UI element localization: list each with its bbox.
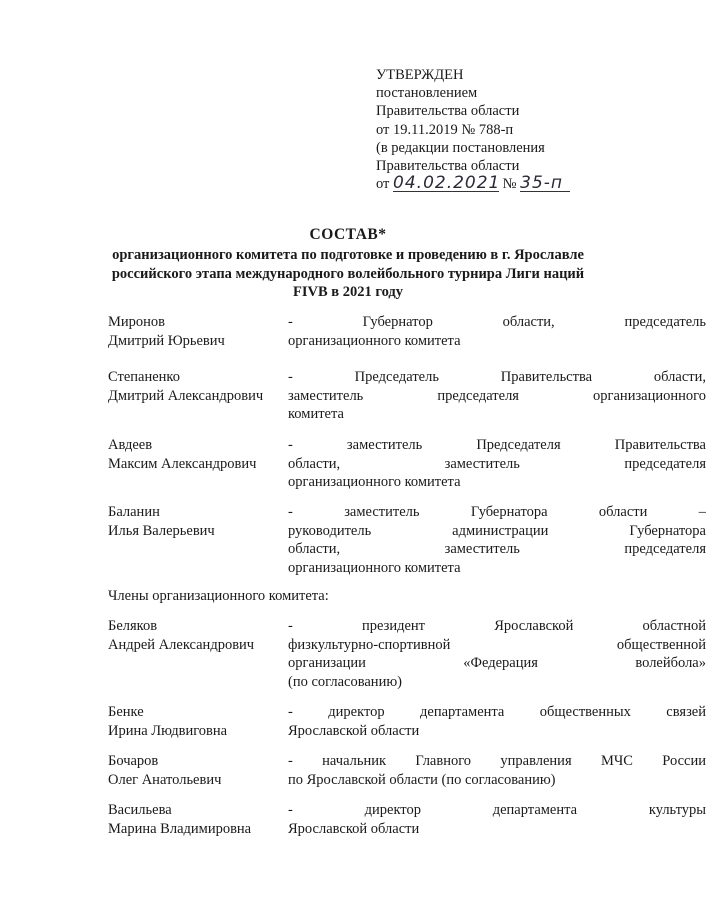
title-subtitle-line: FIVB в 2021 году [293,284,403,300]
role-line: области, заместитель председателя [288,455,706,472]
approval-line: постановлением [376,85,478,102]
approval-line: УТВЕРЖДЕН [376,67,464,83]
title-subtitle-line: организационного комитета по подготовке и проведению в г. Ярославле [112,247,584,263]
approval-line: от 19.11.2019 № 788-п [376,121,514,138]
role-line: - Председатель Правительства области, [288,369,706,385]
handwritten-number: 35-п [520,175,570,192]
member-role [288,703,706,740]
title-subtitle-line: российского этапа международного волейбольного турнира Лиги наций [111,265,585,282]
member-name [108,752,283,789]
approval-line: (в редакции постановления [376,139,545,156]
member-role [288,617,706,691]
number-prefix: № [502,176,517,193]
member-surname: Степаненко [108,369,180,385]
date-prefix: от [376,176,390,193]
member-given-names: Олег Анатольевич [108,771,222,788]
handwritten-date: 04.02.2021 [393,173,501,194]
role-line: организационного комитета [288,332,461,349]
role-line: по Ярославской области (по согласованию) [288,771,556,788]
member-role [288,368,706,424]
member-name [108,617,283,654]
member-surname: Авдеев [108,437,153,453]
role-line: организационного комитета [288,559,461,576]
role-line: - директор департамента культуры [288,802,706,818]
role-line: организационного комитета [288,474,461,490]
member-given-names: Дмитрий Юрьевич [108,332,225,349]
role-line: Ярославской области [288,722,420,739]
role-line: - заместитель Председателя Правительства [288,437,706,453]
role-line: - начальник Главного управления МЧС России [288,753,706,769]
role-line: - Губернатор области, председатель [288,314,706,330]
member-role [288,313,706,350]
role-line: заместитель председателя организационного [288,387,706,404]
role-line: - заместитель Губернатора области – [288,504,706,520]
member-role [288,503,706,577]
member-surname: Баланин [108,504,160,520]
member-name [108,801,283,838]
role-line: - директор департамента общественных связей [288,704,706,720]
member-surname: Васильева [108,802,172,818]
member-role [288,436,706,492]
role-line: физкультурно-спортивной общественной [288,636,706,653]
member-given-names: Илья Валерьевич [108,522,215,539]
member-surname: Беляков [108,618,158,634]
role-line: (по согласованию) [288,673,402,690]
role-line: - президент Ярославской областной [288,618,706,634]
member-name [108,703,283,740]
approval-line: Правительства области [376,103,520,120]
title-main: СОСТАВ* [309,226,387,243]
role-line: руководитель администрации Губернатора [288,522,706,539]
member-given-names: Марина Владимировна [108,820,252,837]
member-name [108,313,283,350]
member-given-names: Максим Александрович [108,455,257,472]
member-surname: Бочаров [108,753,159,769]
member-name [108,436,283,473]
approval-stamp-block [376,66,570,193]
members-heading: Члены организационного комитета: [108,588,329,604]
role-line: Ярославской области [288,820,420,837]
role-line: области, заместитель председателя [288,541,706,557]
approval-date-line [376,175,570,193]
member-name [108,368,283,405]
document-title [90,226,606,302]
approval-line: Правительства области [376,158,520,175]
role-line: организации «Федерация волейбола» [288,655,706,671]
member-given-names: Дмитрий Александрович [108,387,264,404]
role-line: комитета [288,406,344,422]
member-name [108,503,283,540]
member-surname: Бенке [108,704,144,720]
member-role [288,801,706,838]
member-given-names: Ирина Людвиговна [108,722,228,739]
member-role [288,752,706,789]
member-given-names: Андрей Александрович [108,636,255,653]
member-surname: Миронов [108,314,166,330]
